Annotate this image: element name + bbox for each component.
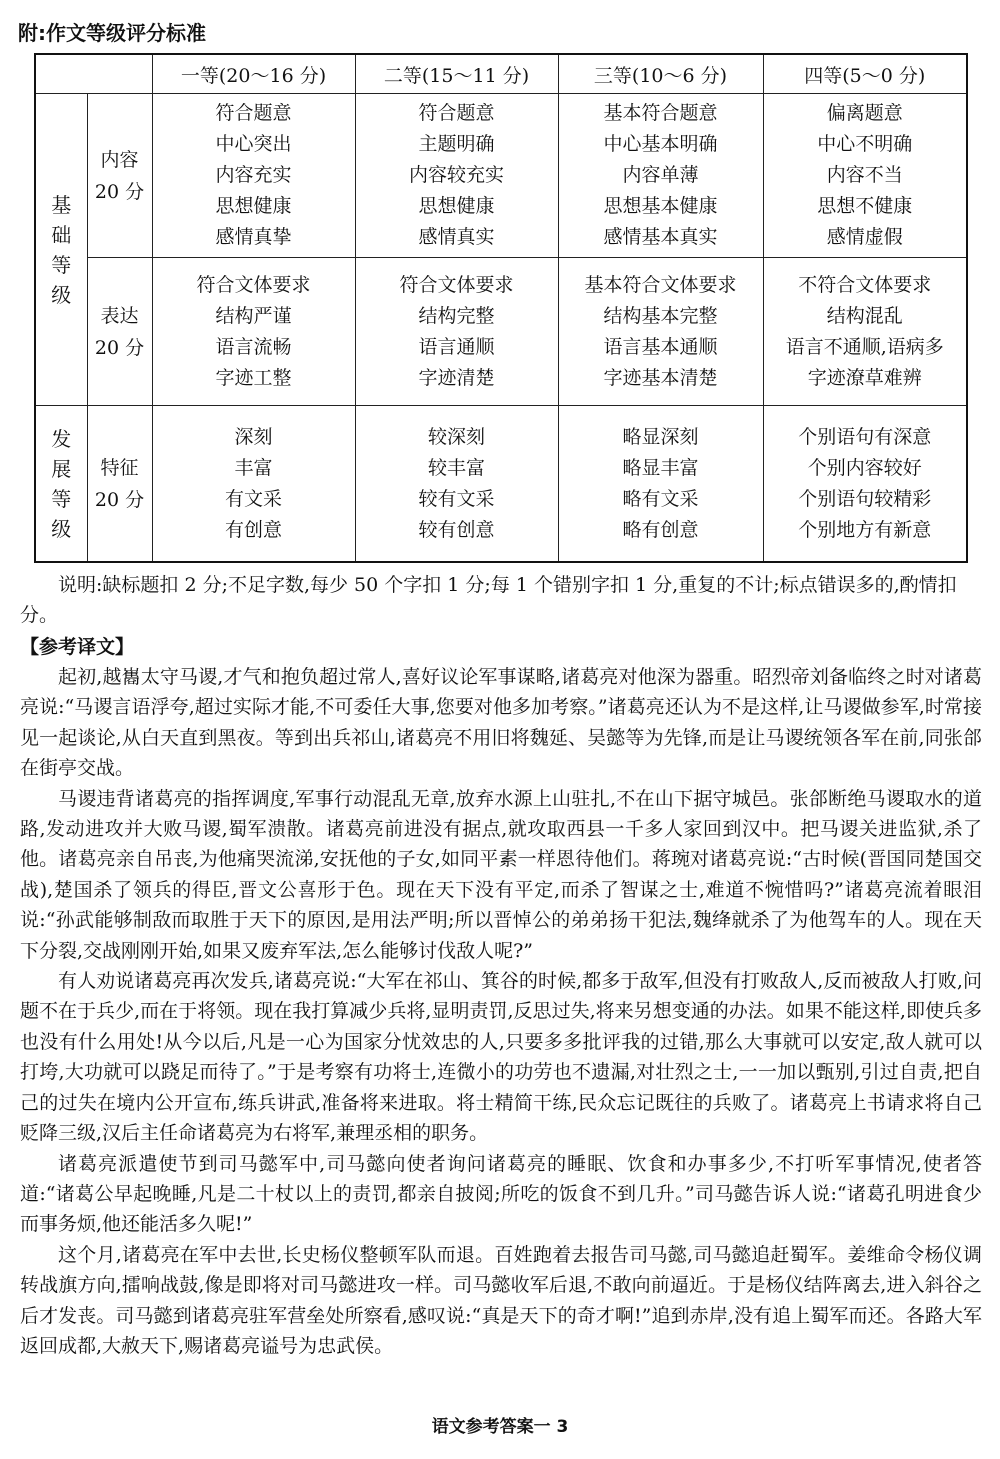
criterion-text: 符合文体要求 xyxy=(399,273,514,296)
criterion-text: 思想基本健康 xyxy=(603,195,718,217)
development-level-text: 发展等级 xyxy=(51,426,72,541)
criterion-text: 感情虚假 xyxy=(826,226,903,248)
criterion-text: 语言通顺 xyxy=(418,335,495,358)
criterion-text: 感情真挚 xyxy=(215,226,292,248)
criterion-text: 符合题意 xyxy=(215,102,292,124)
criterion-text: 结构完整 xyxy=(418,304,495,327)
criterion-text: 结构混乱 xyxy=(826,304,903,327)
expression-grade-1 xyxy=(152,258,355,406)
criterion-text: 符合题意 xyxy=(418,102,495,124)
page-heading: 附:作文等级评分标准 xyxy=(18,21,206,45)
criterion-text: 思想不健康 xyxy=(817,195,913,217)
criterion-text: 略显深刻 xyxy=(622,425,699,448)
content-score: 20 分 xyxy=(94,180,145,203)
basic-level-label xyxy=(35,94,87,406)
feature-score: 20 分 xyxy=(94,488,145,511)
grade-header: 三等(10～6 分) xyxy=(558,54,763,94)
criterion-text: 较有创意 xyxy=(418,518,495,541)
translation-title: 【参考译文】 xyxy=(20,636,135,658)
content-label: 内容 xyxy=(100,148,139,171)
criterion-text: 字迹潦草难辨 xyxy=(807,366,922,389)
criterion-text: 语言不通顺,语病多 xyxy=(785,335,944,358)
criterion-text: 内容充实 xyxy=(215,164,292,186)
grade-header: 一等(20～16 分) xyxy=(152,54,355,94)
feature-row xyxy=(35,406,967,563)
criterion-text: 字迹清楚 xyxy=(418,366,495,389)
page-footer: 语文参考答案一 3 xyxy=(431,1417,569,1437)
paragraph: 有人劝说诸葛亮再次发兵,诸葛亮说:“大军在祁山、箕谷的时候,都多于敌军,但没有打败敌人,反而被敌人打败,问题不在于兵少,而在于将领。现在我打算减少兵将,显明责罚,反思过失,将来另想变通的办法。如果不能这样,即使兵多也没有什么用处!从今以后,凡是一心为国家分忧效忠的人,只要多多批评我的过错,那么大事就可以安定,敌人就可以打垮,大功就可以跷足而待了。”于是考察有功将士,连微小的功劳也不遗漏,对壮烈之士,一一加以甄别,引过自责,把自己的过失在境内公开宣布,练兵讲武,准备将来进取。将士精简干练,民众忘记既往的兵败了。诸葛亮上书请求将自己贬降三级,汉后主任命诸葛亮为右将军,兼理丞相的职务。 xyxy=(20,970,982,1145)
criterion-text: 字迹工整 xyxy=(215,366,292,389)
paragraph: 马谡违背诸葛亮的指挥调度,军事行动混乱无章,放弃水源上山驻扎,不在山下据守城邑。张郃断绝马谡取水的道路,发动进攻并大败马谡,蜀军溃散。诸葛亮前进没有据点,就攻取西县一千多人家回到汉中。把马谡关进监狱,杀了他。诸葛亮亲自吊丧,为他痛哭流涕,安抚他的子女,如同平素一样恩待他们。蒋琬对诸葛亮说:“古时候(晋国同楚国交战),楚国杀了领兵的得臣,晋文公喜形于色。现在天下没有平定,而杀了智谋之士,难道不惋惜吗?”诸葛亮流着眼泪说:“孙武能够制敌而取胜于天下的原因,是用法严明;所以晋悼公的弟弟扬干犯法,魏绛就杀了为他驾车的人。现在天下分裂,交战刚刚开始,如果又废弃军法,怎么能够讨伐敌人呢?” xyxy=(20,787,982,962)
criterion-text: 内容单薄 xyxy=(622,164,699,186)
criterion-text: 结构基本完整 xyxy=(603,304,718,327)
paragraph: 起初,越巂太守马谡,才气和抱负超过常人,喜好议论军事谋略,诸葛亮对他深为器重。昭烈帝刘备临终之时对诸葛亮说:“马谡言语浮夸,超过实际才能,不可委任大事,您要对他多加考察。”诸葛亮还认为不是这样,让马谡做参军,时常接见一起谈论,从白天直到黑夜。等到出兵祁山,诸葛亮不用旧将魏延、吴懿等为先锋,而是让马谡统领各军在前,同张郃在街亭交战。 xyxy=(20,666,982,780)
criterion-text: 有文采 xyxy=(224,487,282,510)
criterion-text: 有创意 xyxy=(224,518,282,541)
content-criterion xyxy=(87,94,152,258)
grading-note: 说明:缺标题扣 2 分;不足字数,每少 50 个字扣 1 分;每 1 个错别字扣 1 分,重复的不计;标点错误多的,酌情扣分。 xyxy=(20,574,957,626)
translation-body xyxy=(20,662,982,1361)
criterion-text: 个别内容较好 xyxy=(807,456,922,479)
criterion-text: 符合文体要求 xyxy=(196,273,311,296)
criterion-text: 较深刻 xyxy=(427,425,485,448)
criterion-text: 基本符合题意 xyxy=(603,102,718,124)
feature-label: 特征 xyxy=(100,456,139,479)
feature-grade-3 xyxy=(558,406,763,563)
expression-grade-3 xyxy=(558,258,763,406)
grade-header: 四等(5～0 分) xyxy=(763,54,967,94)
feature-grade-4 xyxy=(763,406,967,563)
grade-header-row xyxy=(35,54,967,94)
criterion-text: 主题明确 xyxy=(418,133,495,155)
grade-header: 二等(15～11 分) xyxy=(355,54,558,94)
criterion-text: 深刻 xyxy=(234,425,273,448)
content-grade-2 xyxy=(355,94,558,258)
expression-criterion xyxy=(87,258,152,406)
criterion-text: 不符合文体要求 xyxy=(798,273,932,296)
criterion-text: 略显丰富 xyxy=(622,456,699,479)
criterion-text: 感情真实 xyxy=(418,226,495,248)
criterion-text: 较有文采 xyxy=(418,487,495,510)
expression-label: 表达 xyxy=(100,304,139,327)
criterion-text: 内容较充实 xyxy=(408,164,504,186)
basic-level-text: 基础等级 xyxy=(51,192,72,307)
expression-score: 20 分 xyxy=(94,336,145,359)
criterion-text: 思想健康 xyxy=(418,195,495,217)
content-grade-1 xyxy=(152,94,355,258)
expression-row xyxy=(35,258,967,406)
essay-grading-table xyxy=(34,53,968,563)
criterion-text: 感情基本真实 xyxy=(603,226,718,248)
criterion-text: 个别地方有新意 xyxy=(798,518,932,541)
paragraph: 这个月,诸葛亮在军中去世,长史杨仪整顿军队而退。百姓跑着去报告司马懿,司马懿追赶蜀军。姜维命令杨仪调转战旗方向,擂响战鼓,像是即将对司马懿进攻一样。司马懿收军后退,不敢向前逼近。于是杨仪结阵离去,进入斜谷之后才发丧。司马懿到诸葛亮驻军营垒处所察看,感叹说:“真是天下的奇才啊!”追到赤岸,没有追上蜀军而还。各路大军返回成都,大赦天下,赐诸葛亮谥号为忠武侯。 xyxy=(20,1243,982,1357)
feature-grade-1 xyxy=(152,406,355,563)
criterion-text: 个别语句有深意 xyxy=(798,425,932,448)
content-grade-3 xyxy=(558,94,763,258)
expression-grade-4 xyxy=(763,258,967,406)
content-row xyxy=(35,94,967,258)
criterion-text: 丰富 xyxy=(234,456,273,479)
criterion-text: 字迹基本清楚 xyxy=(603,366,718,389)
corner-cell xyxy=(35,54,152,94)
feature-grade-2 xyxy=(355,406,558,563)
criterion-text: 中心基本明确 xyxy=(603,133,718,155)
content-grade-4 xyxy=(763,94,967,258)
criterion-text: 思想健康 xyxy=(215,195,292,217)
criterion-text: 中心不明确 xyxy=(817,133,913,155)
criterion-text: 语言流畅 xyxy=(215,335,292,358)
criterion-text: 个别语句较精彩 xyxy=(798,487,932,510)
criterion-text: 略有文采 xyxy=(622,487,699,510)
feature-criterion xyxy=(87,406,152,563)
criterion-text: 基本符合文体要求 xyxy=(584,273,737,296)
criterion-text: 内容不当 xyxy=(826,164,903,186)
development-level-label xyxy=(35,406,87,563)
criterion-text: 语言基本通顺 xyxy=(603,335,718,358)
criterion-text: 结构严谨 xyxy=(215,304,292,327)
expression-grade-2 xyxy=(355,258,558,406)
criterion-text: 中心突出 xyxy=(215,133,292,155)
criterion-text: 较丰富 xyxy=(427,456,485,479)
criterion-text: 略有创意 xyxy=(622,518,699,541)
criterion-text: 偏离题意 xyxy=(826,102,903,124)
paragraph: 诸葛亮派遣使节到司马懿军中,司马懿向使者询问诸葛亮的睡眠、饮食和办事多少,不打听军事情况,使者答道:“诸葛公早起晚睡,凡是二十杖以上的责罚,都亲自披阅;所吃的饭食不到几升。”司马懿告诉人说:“诸葛孔明进食少而事务烦,他还能活多久呢!” xyxy=(20,1152,982,1236)
